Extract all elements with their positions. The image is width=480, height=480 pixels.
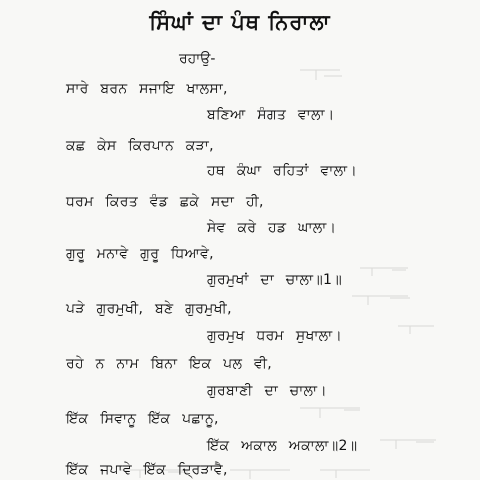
verse-line-12: ਗੁਰਬਾਣੀ ਦਾ ਚਾਲਾ। [207, 383, 328, 399]
refrain-label: ਰਹਾਉ- [179, 51, 216, 67]
verse-line-4: ਹਥ ਕੰਘਾ ਰਹਿਤਾਂ ਵਾਲਾ। [207, 163, 358, 179]
verse-line-2: ਬਣਿਆ ਸੰਗਤ ਵਾਲਾ। [207, 107, 335, 123]
verse-line-6: ਸੇਵ ਕਰੇ ਹਡ ਘਾਲਾ। [207, 220, 337, 236]
verse-line-1: ਸਾਰੇ ਬਰਨ ਸਜਾਇ ਖਾਲਸਾ, [66, 81, 228, 97]
verse-line-10: ਗੁਰਮੁਖ ਧਰਮ ਸੁਖਾਲਾ। [207, 328, 343, 344]
verse-line-15: ਇੱਕ ਜਪਾਵੇ ਇੱਕ ਦ੍ਰਿੜਾਵੈ, [66, 462, 228, 478]
verse-line-11: ਰਹੇ ਨ ਨਾਮ ਬਿਨਾ ਇਕ ਪਲ ਵੀ, [66, 356, 273, 372]
verse-line-7: ਗੁਰੂ ਮਨਾਵੇ ਗੁਰੂ ਧਿਆਵੇ, [66, 246, 214, 262]
verse-line-5: ਧਰਮ ਕਿਰਤ ਵੰਡ ਛਕੇ ਸਦਾ ਹੀ, [66, 194, 264, 210]
verse-line-14: ਇੱਕ ਅਕਾਲ ਅਕਾਲਾ॥2॥ [207, 438, 358, 454]
verse-line-8: ਗੁਰਮੁਖਾਂ ਦਾ ਚਾਲਾ॥1॥ [207, 272, 342, 288]
verse-line-13: ਇੱਕ ਸਿਵਾਨੂ ਇੱਕ ਪਛਾਨੂ, [66, 411, 219, 427]
verse-line-9: ਪੜੇ ਗੁਰਮੁਖੀ, ਬਣੇ ਗੁਰਮੁਖੀ, [66, 301, 232, 317]
page-title: ਸਿੰਘਾਂ ਦਾ ਪੰਥ ਨਿਰਾਲਾ [149, 10, 331, 34]
verse-line-3: ਕਛ ਕੇਸ ਕਿਰਪਾਨ ਕੜਾ, [66, 138, 214, 154]
